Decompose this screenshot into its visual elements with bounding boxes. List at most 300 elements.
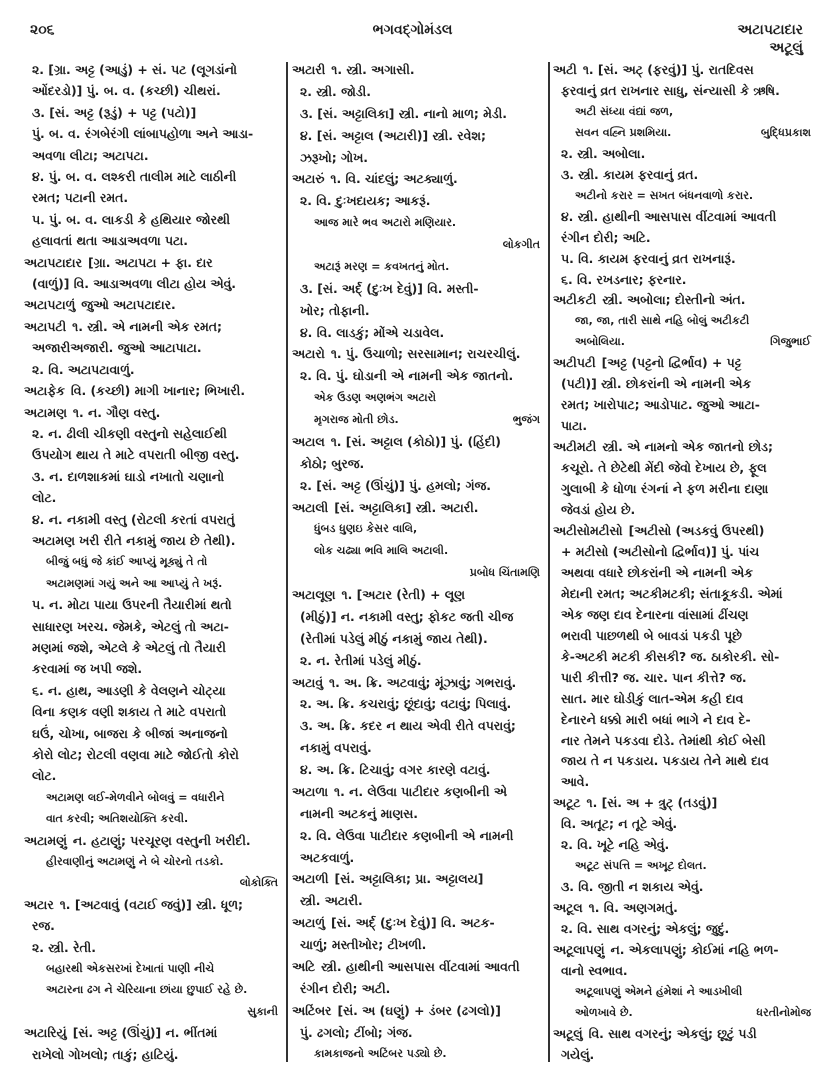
continuation-line — [24, 276, 282, 291]
line-text: ફરવાનું વ્રત રાખનાર સાધુ, સંન્યાસી કે ઋષિ. — [561, 82, 780, 98]
line-text: સ્ત્રી. અબોલા; દોસ્તીનો અંત. — [602, 292, 746, 308]
entry-headline — [553, 523, 815, 538]
line-text: ઓંદરડો)] પું. બ. વ. (કચ્છી) ચીથરાં. — [32, 83, 221, 99]
headword: અટાળા — [292, 783, 329, 799]
sense-line — [553, 272, 815, 287]
line-text: આવે. — [561, 774, 590, 790]
line-text: ૧. [અટવાવું (વટાઈ જવું)] સ્ત્રી. ધૂળ; — [59, 896, 243, 912]
line-text: ૨. વિ. ખૂટે નહિ એવું. — [561, 837, 670, 853]
line-text: વાનો સ્વભાવ. — [561, 962, 628, 978]
continuation-line — [24, 640, 282, 655]
headword: અટાફેક — [24, 383, 65, 399]
quotation-line — [24, 811, 282, 826]
line-text: નકામું વપરાવું. — [300, 740, 372, 756]
line-text: ૨. વિ. દુઃખદાયક; આકરૂં. — [300, 193, 431, 209]
line-text: (મીઠું)] ન. નકામી વસ્તુ; ફોકટ જતી ચીજ — [300, 608, 514, 624]
line-text: રમત; પટાની રમત. — [32, 190, 129, 206]
line-text: ૩. ન. દાળશાકમાં ઘાડો નખાતો ચણાનો — [32, 468, 225, 484]
line-text: અટીનો કરાર = સખત બંધનવાળો કરાર. — [575, 188, 754, 202]
continuation-line — [24, 126, 282, 141]
line-text: (પટી)] સ્ત્રી. છોકરાંની એ નામની એક — [561, 376, 752, 392]
sense-line — [24, 469, 282, 484]
entry-headline — [292, 784, 544, 799]
headword: અટાપટાદાર — [24, 254, 82, 270]
line-text: અટકવાળું. — [300, 849, 355, 865]
source-citation: ભુજંગ — [512, 413, 540, 426]
line-text: ૪. અ. ક્રિ. ટિચાવું; વગર કારણે વટાવું. — [300, 762, 491, 777]
line-text: ૬. વિ. રખડનાર; ફરનાર. — [561, 271, 687, 287]
line-text: (વાળું)] વિ. આડાઅવળા લીટા હોય એવું. — [32, 276, 237, 292]
line-text: નાર તેમને પકડવા દોડે. તેમાંથી કોઈ બેસી — [561, 732, 766, 748]
line-text: સ્ત્રી. એ નામનો એક જાતનો છોડ; — [602, 439, 773, 455]
line-text: [અટીસો (અડકવું ઉપરથી) — [628, 522, 765, 538]
source-citation: ધરતીનોમોજ — [756, 1005, 811, 1019]
entry-headline — [292, 871, 544, 886]
continuation-line — [292, 456, 544, 471]
sense-line — [24, 212, 282, 227]
line-text: દેનારને ધક્કો મારી બધાં ભાગે ને દાવ દે- — [561, 711, 751, 727]
continuation-line — [24, 340, 282, 355]
line-text: ૧. [અટાર (રેતી) + લૂણ — [341, 587, 465, 602]
sense-line — [24, 597, 282, 612]
continuation-line — [292, 981, 544, 996]
line-text: રંગીન દોરી; અટી. — [300, 980, 391, 996]
column-3 — [553, 62, 815, 1062]
headword: અટાલૂણ — [292, 587, 336, 602]
line-text: [સં. અટ્ટ (ઊંચું)] ન. ભીંતમાં — [72, 1025, 218, 1041]
source-citation: બુદ્ધિપ્રકાશ — [760, 125, 811, 139]
line-text: ૨. વિ. અટાપટાવાળું. — [32, 361, 135, 377]
line-text: પ્રબોધ ચિંતામણિ — [469, 566, 540, 580]
quotation-line — [553, 125, 815, 140]
headword: અટૂટ — [553, 795, 581, 811]
line-text: જા, જા, તારી સાથે નહિ બોલું અટીકટી — [575, 314, 750, 328]
line-text: નામની અટકનું માણસ. — [300, 805, 419, 821]
entry-headline — [24, 1025, 282, 1040]
line-text: સવન વહ્નિ પ્રશમિયા. — [575, 125, 672, 139]
line-text: ૧. ન. લેઉવા પાટીદાર કણબીની એ — [334, 783, 507, 799]
line-text: લોટ. — [32, 490, 57, 506]
quotation-line — [292, 521, 544, 536]
source-citation — [24, 875, 282, 890]
headword: અટારું — [292, 171, 325, 187]
sense-line — [292, 718, 544, 733]
line-text: ૫. ન. મોટા પાયા ઉપરની તૈયારીમાં થતો — [32, 597, 232, 613]
line-text: ૩. સ્ત્રી. કાયમ ફરવાનું વ્રત. — [561, 166, 699, 182]
line-text: જુઓ અટાપટાદાર. — [81, 297, 176, 313]
headword: અટાપટી — [24, 318, 67, 334]
continuation-line — [24, 490, 282, 505]
line-text: લોકગીત — [502, 238, 540, 251]
continuation-line — [553, 502, 815, 517]
line-text: ગયેલું. — [561, 1046, 595, 1062]
line-text: ૫. પું. બ. વ. લાકડી કે હથિયાર જોરથી — [32, 211, 231, 227]
headword: અટામણું — [24, 832, 67, 848]
continuation-line — [292, 937, 544, 952]
line-text: [સં. અર્દ્ (દુઃખ દેવું)] વિ. અટક- — [330, 915, 495, 931]
line-text: એક જણ દાવ દેનારના વાંસામાં ઢીંચણ — [561, 606, 749, 622]
line-text: કોરો લોટ; રોટલી વણવા માટે જોઈતો કોરો — [32, 747, 239, 762]
line-text: અટારૂં મરણ = કવખતનું મોત. — [314, 259, 450, 273]
sense-line — [292, 828, 544, 843]
line-text: અટામણમાં ગયું અને આ આપ્યું તે ખરૂં. — [46, 576, 223, 590]
continuation-line — [292, 150, 544, 165]
entry-headline — [553, 942, 815, 957]
continuation-line — [24, 918, 282, 933]
continuation-line — [553, 691, 815, 706]
line-text: પું. બ. વ. રંગબેરંગી લાંબાપહોળા અને આડા- — [32, 126, 254, 142]
sense-line — [553, 209, 815, 224]
continuation-line — [24, 233, 282, 248]
sense-line — [292, 368, 544, 383]
line-text: ૧. સ્ત્રી. અગાસી. — [331, 62, 415, 77]
guide-word-last: અટૂલું — [769, 40, 803, 56]
sense-line — [292, 106, 544, 121]
source-citation — [292, 565, 544, 580]
line-text: ૨. ન. ઢીલી ચીકણી વસ્તુનો સહેલાઈથી — [32, 425, 227, 441]
entry-headline — [292, 434, 544, 449]
entry-headline — [292, 171, 544, 186]
continuation-line — [553, 1047, 815, 1062]
source-citation — [292, 237, 544, 252]
line-text: વિના કણક વણી શકાય તે માટે વપરાતો — [32, 704, 227, 720]
continuation-line — [24, 1047, 282, 1062]
source-citation: ગિજુભાઈ — [770, 335, 811, 349]
line-text: રમત; ખારોપાટ; આડોપાટ. જુઓ આટા- — [561, 397, 760, 413]
page-number: ૨૦૬ — [30, 22, 55, 38]
continuation-line — [553, 607, 815, 622]
continuation-line — [292, 631, 544, 646]
line-text: ઉપયોગ થાય તે માટે વપરાતી બીજી વસ્તુ. — [32, 447, 240, 463]
line-text: + મટીસો (અટીસોનો દ્વિર્ભાવ)] પું. પાંચ — [561, 543, 760, 559]
continuation-line — [292, 1025, 544, 1040]
headword: અટાર — [24, 896, 54, 912]
quotation-line — [553, 313, 815, 328]
headword: અટીસોમટીસો — [553, 522, 623, 538]
entry-headline — [24, 383, 282, 398]
continuation-line — [553, 544, 815, 559]
line-text: કચૂરો. તે છેટેથી મેંદી જેવો દેખાય છે, ફૂલ — [561, 460, 767, 476]
line-text: ૩. [સં. અટ્ટાલિકા] સ્ત્રી. નાનો માળ; મેડી. — [300, 105, 507, 121]
line-text: હીરવાણીનું અટામણું ને બે ચોરનો તડકો. — [46, 855, 224, 869]
quotation-line — [553, 858, 815, 873]
quotation-line — [24, 854, 282, 869]
line-text: અટારના ઢગ ને ચેરિયાના છાંયા છુપાઈ રહે છે. — [46, 983, 248, 997]
sense-line — [292, 84, 544, 99]
line-text: ૩. અ. ક્રિ. કદર ન થાય એવી રીતે વપરાવું; — [300, 718, 516, 734]
entry-headline — [553, 292, 815, 307]
column-divider — [548, 62, 550, 1062]
line-text: ૧. [સં. અ + ત્રુટ્ (તડવું)] — [586, 795, 718, 811]
continuation-line — [292, 893, 544, 908]
line-text: [સં. અ (ઘણું) + ડંબર (ઢગલો)] — [337, 1002, 501, 1018]
line-text: મૃગરાજ મોતી છોડ. — [314, 413, 399, 426]
continuation-line — [24, 447, 282, 462]
quotation-line — [553, 188, 815, 203]
continuation-line — [24, 190, 282, 205]
line-text: લોટ. — [32, 768, 57, 784]
sense-line — [553, 167, 815, 182]
continuation-line — [553, 565, 815, 580]
line-text: પાટા. — [561, 418, 588, 434]
entry-headline — [292, 1003, 544, 1018]
line-text: અટામણ લઈ-મેળવીને બોલવું = વધારીને — [46, 790, 225, 804]
line-text: સ્ત્રી. હાથીની આસપાસ વીંટવામાં આવતી — [321, 958, 520, 974]
quotation-line — [553, 984, 815, 999]
continuation-line — [553, 460, 815, 475]
line-text: ૨. સ્ત્રી. જોડી. — [300, 83, 371, 99]
line-text: ન. એકલાપણું; કોઈમાં નહિ ભળ- — [610, 942, 779, 958]
line-text: અબોલિયા. — [575, 335, 625, 349]
line-text: ૨. ન. રેતીમાં પડેલું મીઠું. — [300, 652, 422, 668]
entry-headline — [292, 675, 544, 690]
line-text: રાખેલો ગોખલો; તાકું; હાટિયું. — [32, 1046, 179, 1062]
line-text: કોઠો; બુરજ. — [300, 455, 365, 471]
entry-headline — [553, 439, 815, 454]
quotation-line — [292, 215, 544, 230]
headword: અટિંબર — [292, 1002, 332, 1018]
line-text: અટૂલાપણું એમને હંમેશાં ને આડખીલી — [575, 984, 743, 998]
line-text: લોકોક્તિ — [239, 876, 278, 890]
continuation-line — [553, 670, 815, 685]
quotation-line — [292, 390, 544, 405]
headword: અટાવું — [292, 674, 324, 690]
continuation-line — [553, 376, 815, 391]
entry-headline — [553, 355, 815, 370]
sense-line — [24, 426, 282, 441]
headword: અટીકટી — [553, 292, 597, 308]
line-text: ભરાવી પાછળથી બે બાવડાં પકડી પૂછે — [561, 627, 742, 643]
sense-line — [292, 478, 544, 493]
headword: અટૂલાપણું — [553, 942, 605, 958]
sense-line — [553, 837, 815, 852]
quotation-line — [292, 1046, 544, 1061]
line-text: રંગીન દોરી; અટિ. — [561, 229, 651, 245]
line-text: અથવા વધારે છોકરાંની એ નામની એક — [561, 564, 753, 580]
line-text: અવળા લીટા; અટાપટા. — [32, 147, 149, 163]
line-text: ૪. સ્ત્રી. હાથીની આસપાસ વીંટવામાં આવતી — [561, 208, 777, 224]
line-text: પું. ઢગલો; ટીંબો; ગંજ. — [300, 1024, 413, 1040]
continuation-line — [553, 733, 815, 748]
sense-line — [292, 762, 544, 777]
continuation-line — [553, 481, 815, 496]
headword: અટારો — [292, 346, 325, 362]
line-text: ૨. વિ. પું. ઘોડાની એ નામની એક જાતનો. — [300, 368, 514, 384]
sense-line — [553, 921, 815, 936]
line-text: સુકાની — [247, 1004, 278, 1018]
headword: અટાલી — [292, 499, 329, 515]
line-text: ૧. વિ. ચાંદલું; અટક્યાળું. — [330, 171, 458, 187]
entry-headline — [292, 346, 544, 361]
source-citation — [24, 1004, 282, 1019]
sense-line — [292, 128, 544, 143]
entry-headline — [553, 1026, 815, 1041]
entry-headline — [292, 915, 544, 930]
line-text: અટૂટ સંપત્તિ = અખૂટ દોલત. — [575, 859, 707, 873]
entry-headline — [24, 405, 282, 420]
quotation-line — [292, 259, 544, 274]
line-text: અટી સંધ્યા વંદ્યાં જળ, — [575, 104, 674, 118]
continuation-line — [24, 83, 282, 98]
continuation-line — [553, 418, 815, 433]
line-text: ૧. પું. ઉચાળો; સરસામાન; રાચરચીલું. — [330, 346, 521, 362]
line-text: ૬. ન. હાથ, આડણી કે વેલણને ચોટ્યા — [32, 682, 226, 698]
line-text: વાત કરવી; અતિશયોક્તિ કરવી. — [46, 812, 189, 826]
continuation-line — [24, 619, 282, 634]
line-text: બહારથી એકસરખાં દેખાતાં પાણી નીચે — [46, 962, 215, 976]
entry-headline — [292, 62, 544, 77]
line-text: ૨. સ્ત્રી. અબોલા. — [561, 145, 646, 161]
continuation-line — [553, 230, 815, 245]
headword: અટૂલું — [553, 1025, 583, 1041]
line-text: ૨. [સં. અટ્ટ (ઊંચું)] પું. હમલો; ગંજ. — [300, 477, 491, 493]
continuation-line — [553, 83, 815, 98]
entry-headline — [24, 297, 282, 312]
quotation-line — [24, 554, 282, 569]
line-text: ૪. [સં. અટ્ટાલ (અટારી)] સ્ત્રી. રવેશ; — [300, 127, 486, 143]
continuation-line — [292, 740, 544, 755]
quotation-line — [24, 576, 282, 591]
line-text: ૩. [સં. અટ્ટ (રૂડું) + પટ્ટ (પટો)] — [32, 104, 197, 120]
continuation-line — [24, 704, 282, 719]
sense-line — [292, 653, 544, 668]
continuation-line — [24, 747, 282, 762]
continuation-line — [24, 661, 282, 676]
quotation-line — [24, 982, 282, 997]
line-text: લોક ચઢ્યા ભવિ માલિ અટાલી. — [314, 544, 449, 558]
guide-word-first: અટાપટાદાર — [737, 22, 803, 38]
continuation-line — [292, 806, 544, 821]
line-text: ૧. [સં. અટ્ટાલ (કોઠો)] પું. (હિંદી) — [330, 433, 501, 449]
line-text: ચાળું; મસ્તીખોર; ટીખળી. — [300, 937, 427, 952]
continuation-line — [24, 148, 282, 163]
headword: અટી — [553, 62, 577, 77]
sense-line — [553, 251, 815, 266]
headword: અટિ — [292, 958, 316, 974]
continuation-line — [292, 850, 544, 865]
line-text: બીજું બધું જે કાંઈ આપ્યું મૂક્યું તે તો — [46, 555, 208, 569]
headword: અટારિયું — [24, 1025, 67, 1041]
headword: અટારી — [292, 62, 326, 77]
line-text: [અટ્ટ (પટ્ટનો દ્વિર્ભાવ) + પટ્ટ — [601, 355, 742, 371]
quotation-line — [24, 790, 282, 805]
line-text: મેદાની રમત; અટકીમટકી; સંતાકૂકડી. એમાં — [561, 585, 783, 601]
quotation-line — [292, 543, 544, 558]
continuation-line — [292, 303, 544, 318]
line-text: ૨. સ્ત્રી. રેતી. — [32, 939, 96, 955]
line-text: (રેતીમાં પડેલું મીઠું નકામું જાય તેથી). — [300, 630, 488, 646]
line-text: ૧. વિ. અણગમતું. — [588, 900, 678, 916]
entry-headline — [553, 795, 815, 810]
sense-line — [292, 696, 544, 711]
line-text: વિ. (કચ્છી) માગી ખાનાર; ભિખારી. — [70, 383, 246, 399]
line-text: [સં. અટ્ટાલિકા] સ્ત્રી. અટારી. — [334, 499, 479, 515]
column-2 — [292, 62, 544, 1062]
headword: અટાલ — [292, 433, 325, 449]
line-text: જેવડાં હોય છે. — [561, 502, 636, 518]
line-text: વિ. સાથ વગરનું; એકલું; છૂટું પડી — [588, 1025, 757, 1041]
line-text: ઓળખાવે છે. — [575, 1005, 633, 1019]
continuation-line — [553, 963, 815, 978]
sense-line — [24, 362, 282, 377]
line-text: ૧. અ. ક્રિ. અટવાવું; મૂંઝાવું; ગભરાવું. — [329, 674, 517, 690]
sense-line — [553, 879, 815, 894]
entry-headline — [24, 897, 282, 912]
continuation-line — [292, 609, 544, 624]
quotation-line — [553, 104, 815, 119]
entry-headline — [292, 959, 544, 974]
line-text: ૫. વિ. કાયમ ફરવાનું વ્રત રાખનારૂં. — [561, 250, 736, 266]
line-text: એક ઉડણ અણભંગ અટારો — [314, 391, 436, 405]
line-text: ૪. પું. બ. વ. લશ્કરી તાલીમ માટે લાઠીની — [32, 169, 237, 185]
line-text: પારી કીત્તી? જ. ચાર. પાન કીત્તે? જ. — [561, 669, 747, 685]
line-text: ઘઉં, ચોખા, બાજરા કે બીજાં અનાજનો — [32, 725, 228, 741]
entry-headline — [553, 62, 815, 77]
line-text: ગુલાબી કે ધોળા રંગનાં ને ફળ મરીના દાણા — [561, 481, 769, 497]
sense-line — [292, 193, 544, 208]
entry-headline — [292, 587, 544, 602]
line-text: ૨. વિ. સાથ વગરનું; એકલું; જુદું. — [561, 921, 730, 937]
sense-line — [24, 512, 282, 527]
line-text: ૨. અ. ક્રિ. કચરાવું; છૂંદાવું; વટાવું; પિલાવું. — [300, 696, 512, 712]
line-text: ધુંબડ ધુણઇ કેસર વાલિ, — [314, 522, 418, 536]
line-text: મણમાં જશે, એટલે કે એટલું તો તૈયારી — [32, 639, 226, 655]
line-text: ૪. ન. નકામી વસ્તુ (રોટલી કરતાં વપરાતું — [32, 511, 235, 527]
line-text: સ્ત્રી. અટારી. — [300, 893, 363, 909]
line-text: કરવામાં જ ખપી જશે. — [32, 661, 143, 677]
sense-line — [292, 281, 544, 296]
continuation-line — [24, 726, 282, 741]
line-text: કામકાજનો અટિંબર પડ્યો છે. — [314, 1047, 447, 1061]
headword: અટાપટાળું — [24, 297, 76, 313]
line-text: સાધારણ ખરચ. જેમકે, એટલું તો અટા- — [32, 618, 229, 634]
continuation-line — [553, 649, 815, 664]
entry-headline — [24, 255, 282, 270]
entry-headline — [24, 319, 282, 334]
line-text: આજ મારે ભવ અટારો મણિયાર. — [314, 216, 457, 230]
line-text: ઝરૂખો; ગોખ. — [300, 149, 368, 165]
entry-headline — [24, 833, 282, 848]
line-text: કે-અટકી મટકી કીસકી? જ. ઠાકોરકી. સો- — [561, 648, 780, 664]
quotation-line — [292, 412, 544, 427]
line-text: ૧. ન. ગૌણ વસ્તુ. — [72, 404, 161, 420]
line-text: ૨. વિ. લેઉવા પાટીદાર કણબીની એ નામની — [300, 827, 514, 843]
continuation-line — [553, 712, 815, 727]
page-title: ભગવદ્ગોમંડલ — [372, 22, 453, 38]
column-1 — [24, 62, 282, 1062]
sense-line — [24, 169, 282, 184]
line-text: ૪. વિ. લાડકું; મોંએ ચડાવેલ. — [300, 324, 445, 340]
line-text: [ગ્રા. અટાપટા + ફા. દાર — [87, 254, 213, 270]
sense-line — [24, 62, 282, 77]
continuation-line — [553, 397, 815, 412]
headword: અટૂલ — [553, 900, 583, 916]
line-text: હલાવતાં થતા આડાઅવળા પટા. — [32, 233, 188, 249]
sense-line — [24, 683, 282, 698]
line-text: ખોર; તોફાની. — [300, 302, 370, 318]
quotation-line — [553, 334, 815, 349]
column-divider — [286, 62, 288, 1062]
line-text: ૩. વિ. જીતી ન શકાય એવું. — [561, 879, 704, 895]
headword: અટામણ — [24, 404, 67, 420]
sense-line — [553, 146, 815, 161]
headword: અટીપટી — [553, 355, 596, 371]
line-text: ન. હટાણું; પરચૂરણ વસ્તુની ખરીદી. — [72, 832, 251, 848]
quotation-line — [24, 961, 282, 976]
entry-headline — [292, 500, 544, 515]
line-text: ૧. [સં. અટ્ (ફરવું)] પું. રાતદિવસ — [582, 62, 754, 77]
line-text: રજ. — [32, 918, 55, 934]
